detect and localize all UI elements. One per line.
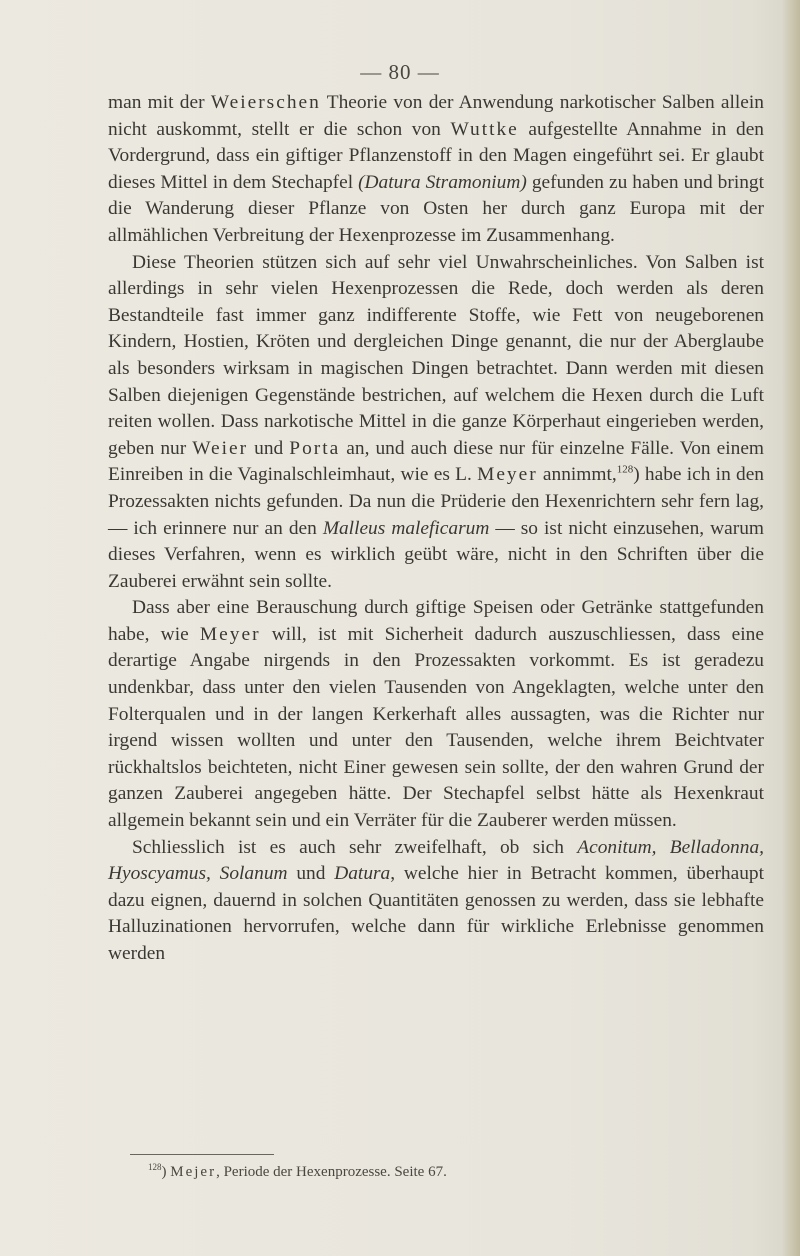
spaced-name: Wuttke [450, 118, 519, 140]
page-number: — 80 — [360, 60, 440, 84]
body-text [108, 90, 764, 968]
italic-term: Malleus maleficarum [322, 517, 490, 539]
italic-term: Datura [334, 863, 391, 885]
text-run: Schliesslich ist es auch sehr zweifelhaft, ob sich [132, 836, 578, 858]
text-run: Diese Theorien stützen sich auf sehr viel Unwahrscheinliches. Von Salben ist allerdings in sehr vielen Hexenprozessen die Rede, doch werden als deren Bestandteile fast immer ganz indifferente Stoffe, wie Fett von neugeborenen Kindern, Hostien, Kröten und dergleichen Dinge genannt, die nur der Aberglaube als besonders wirksam in magischen Dingen betrachtet. Dann werden mit diesen Salben diejenigen Gegenstände bestrichen, auf welchem die Hexen durch die Luft reiten wollen. Dass narkotische Mittel in die ganze Körperhaut eingerieben werden, geben nur [108, 251, 764, 459]
paragraph-3 [108, 595, 764, 834]
footnote-paren: ) [161, 1164, 167, 1180]
footnote-author: Mejer [170, 1164, 217, 1180]
footnote-mark: 128 [148, 1162, 162, 1172]
text-run: , welche hier in Betracht kommen, überhaupt dazu eignen, dauernd in solchen Quantitäten genossen zu werden, dass sie lebhafte Halluzinationen hervorrufen, welche dann für wirkliche Erlebnisse genommen werden [108, 863, 764, 964]
spaced-name: Meyer [199, 623, 261, 645]
spaced-name: Porta [289, 437, 341, 459]
text-run: ) habe ich in den Prozessakten nichts gefunden. Da nun die Prüderie den Hexenrichtern sehr fern lag, — ich erinnere nur an den [108, 464, 764, 539]
text-run: will, ist mit Sicherheit dadurch auszuschliessen, dass eine derartige Angabe nirgends in den Prozessakten vorkommt. Es ist geradezu undenkbar, dass unter den vielen Tausenden von Angeklagten, welche unter den Folterqualen und in der langen Kerkerhaft alles aussagten, was die Richter nur irgend wissen wollten und unter den Tausenden, welche ihrem Beichtvater rückhaltslos beichteten, nicht Einer gewesen sein sollte, der den wahren Grund der ganzen Zauberei angegeben hätte. Der Stechapfel selbst hätte als Hexenkraut allgemein bekannt sein und ein Verräter für die Zauberer werden müssen. [108, 623, 764, 832]
italic-term: (Datura Stramonium) [358, 171, 527, 193]
text-run: und [248, 437, 290, 459]
page-edge [782, 0, 800, 1256]
text-run: an, und auch diese nur für einzelne Fälle. Von einem Einreiben in die Vaginalschleimhaut, wie es L. [108, 437, 765, 486]
spaced-name: Weier [192, 437, 249, 459]
text-run: gefunden zu haben und bringt die Wanderung dieser Pflanze von Osten her durch ganz Europa mit der allmählichen Verbreitung der Hexenprozesse im Zusammenhang. [108, 171, 765, 246]
italic-term: Aconitum, Belladonna, Hyoscyamus, Solanum [108, 836, 764, 885]
footnote-divider [130, 1154, 274, 1155]
paragraph-1 [108, 90, 764, 250]
text-run: aufgestellte Annahme in den Vordergrund, dass ein giftiger Pflanzenstoff in den Magen eingeführt sei. Er glaubt dieses Mittel in dem Stechapfel [108, 118, 764, 193]
text-run: annimmt, [537, 464, 617, 486]
text-run: und [287, 863, 335, 885]
text-run: man mit der [108, 92, 211, 113]
footnote-text: , Periode der Hexenprozesse. Seite 67. [216, 1164, 447, 1180]
paragraph-4 [108, 835, 764, 968]
text-run: Dass aber eine Berauschung durch giftige Speisen oder Getränke stattgefunden habe, wie [108, 597, 764, 645]
paragraph-2 [108, 250, 764, 596]
footnote-ref: 128 [616, 463, 634, 476]
footnote [148, 1162, 768, 1182]
spaced-name: Meyer [477, 464, 538, 486]
text-run: — so ist nicht einzusehen, warum dieses Verfahren, wenn es wirklich geübt wäre, nicht in den Schriften über die Zauberei erwähnt sein sollte. [108, 517, 764, 592]
text-run: Theorie von der Anwendung narkotischer Salben allein nicht auskommt, stellt er die schon von [108, 92, 764, 140]
spaced-name: Weierschen [210, 92, 321, 113]
